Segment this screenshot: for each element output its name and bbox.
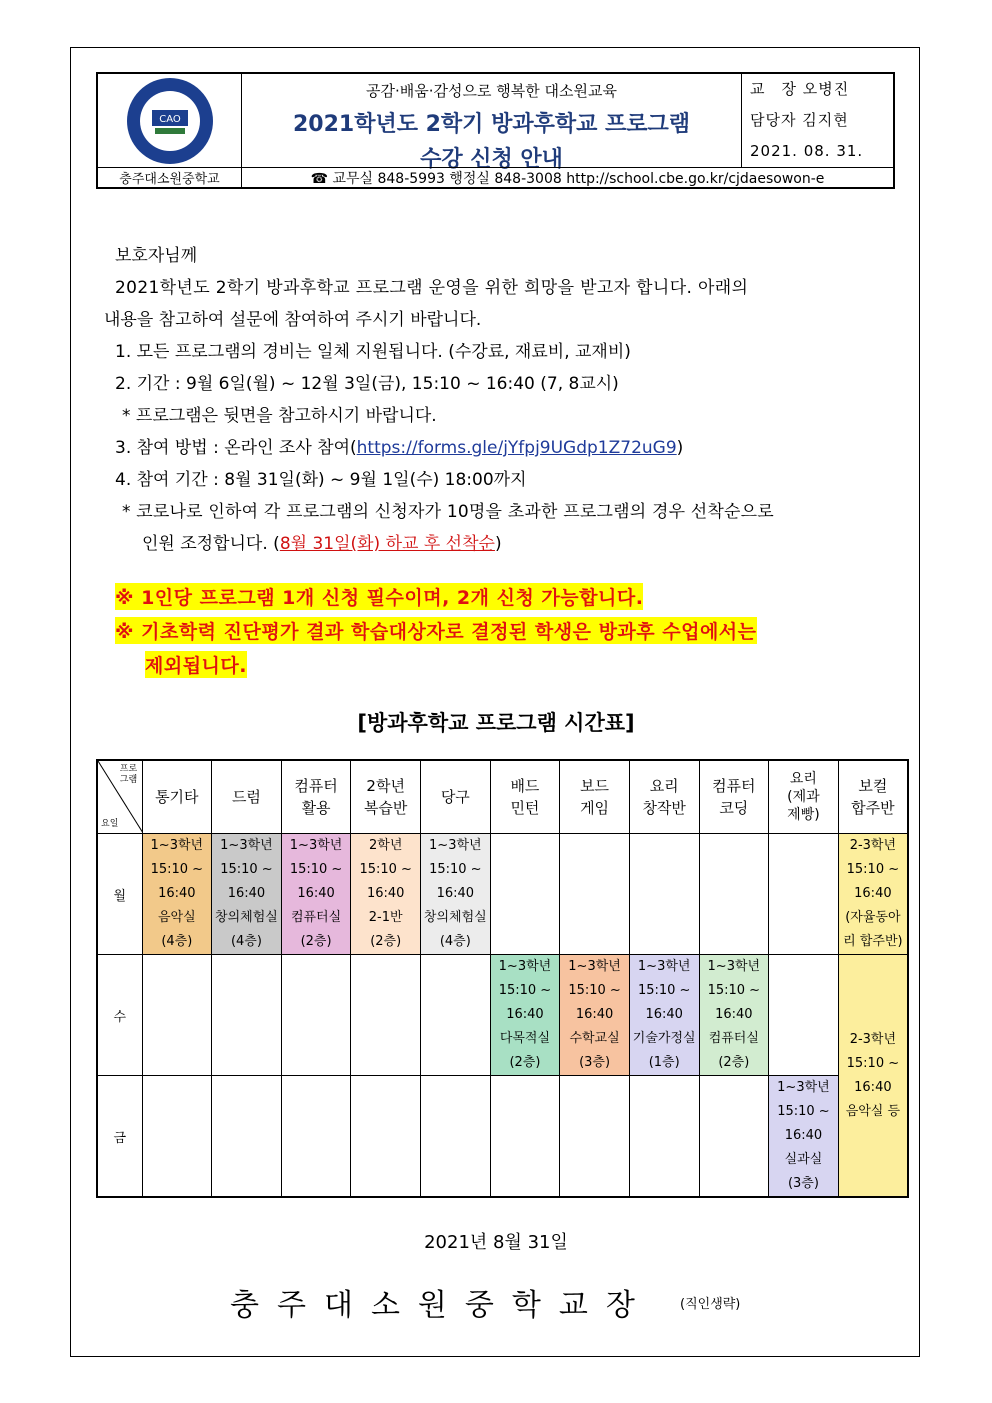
col-header-line: 요리 bbox=[789, 771, 817, 787]
empty-cell bbox=[629, 834, 699, 955]
program-cell bbox=[838, 834, 908, 955]
doc-title-line2: 수강 신청 안내 bbox=[420, 147, 563, 172]
col-header-line: 2학년 bbox=[366, 777, 405, 795]
program-line: 수학교실 bbox=[569, 1031, 620, 1046]
program-cell bbox=[838, 955, 908, 1198]
program-line: (4층) bbox=[161, 934, 193, 949]
program-line: 16:40 bbox=[715, 1007, 753, 1022]
program-line: 15:10 ~ bbox=[568, 983, 621, 998]
manager-row bbox=[742, 105, 893, 136]
header-title-area bbox=[242, 74, 742, 172]
empty-cell bbox=[699, 834, 769, 955]
empty-cell bbox=[281, 955, 351, 1076]
program-line: (3층) bbox=[787, 1176, 819, 1191]
col-header bbox=[421, 760, 491, 834]
manager-label: 담당자 bbox=[750, 111, 797, 129]
note-2-suffix: ) bbox=[494, 534, 502, 554]
footer-date: 2021년 8월 31일 bbox=[424, 1232, 568, 1253]
intro-line2: 내용을 참고하여 설문에 참여하여 주시기 바랍니다. bbox=[104, 310, 482, 330]
seal-omitted: (직인생략) bbox=[680, 1297, 741, 1312]
program-line: 15:10 ~ bbox=[220, 862, 273, 877]
program-line: 15:10 ~ bbox=[637, 983, 691, 998]
col-header-line: 코딩 bbox=[719, 799, 749, 817]
program-line: 컴퓨터실 bbox=[290, 910, 342, 925]
program-cell bbox=[212, 834, 282, 955]
col-header-line: 배드 bbox=[510, 777, 540, 795]
header-date: 2021. 08. 31. bbox=[750, 142, 864, 160]
program-line: 16:40 bbox=[854, 886, 892, 901]
program-line: 16:40 bbox=[297, 886, 335, 901]
row-wednesday bbox=[97, 955, 908, 1076]
empty-cell bbox=[560, 1076, 630, 1198]
empty-cell bbox=[351, 955, 421, 1076]
program-cell bbox=[142, 834, 212, 955]
note-2-line2 bbox=[142, 529, 502, 554]
note-2-line1: * 코로나로 인하여 각 프로그램의 신청자가 10명을 초과한 프로그램의 경우 선착순으로 bbox=[122, 502, 774, 522]
col-header-line: 제빵) bbox=[787, 807, 820, 823]
program-line: 1~3학년 bbox=[637, 959, 691, 974]
program-line: 2-3학년 bbox=[849, 1031, 897, 1047]
col-header-line: 요리 bbox=[649, 777, 679, 795]
program-line: 16:40 bbox=[575, 1007, 614, 1022]
program-line: (2층) bbox=[300, 934, 332, 949]
empty-cell bbox=[212, 1076, 282, 1198]
intro-line1: 2021학년도 2학기 방과후학교 프로그램 운영을 위한 희망을 받고자 합니다. 아래의 bbox=[115, 278, 749, 298]
day-label: 금 bbox=[97, 1076, 142, 1198]
notice-2-line1: ※ 기초학력 진단평가 결과 학습대상자로 결정된 학생은 방과후 수업에서는 bbox=[115, 617, 757, 644]
principal-name: 오병진 bbox=[802, 80, 850, 98]
empty-cell bbox=[490, 1076, 560, 1198]
program-line: (2층) bbox=[370, 934, 402, 949]
signature: 충주대소원중학교장 bbox=[230, 1288, 653, 1323]
header-box bbox=[96, 72, 895, 189]
program-line: 1~3학년 bbox=[289, 838, 343, 853]
greeting: 보호자님께 bbox=[115, 246, 198, 266]
program-line: 15:10 ~ bbox=[777, 1104, 830, 1119]
col-header bbox=[212, 760, 282, 834]
program-line: 1~3학년 bbox=[429, 838, 482, 853]
school-logo bbox=[98, 74, 242, 167]
day-label: 월 bbox=[97, 834, 142, 955]
program-cell bbox=[490, 955, 560, 1076]
program-line: 2학년 bbox=[368, 838, 403, 853]
item-3 bbox=[115, 433, 683, 458]
col-header-line: (제과 bbox=[787, 789, 820, 805]
item-3-prefix: 3. 참여 방법 : 온라인 조사 참여( bbox=[115, 438, 357, 458]
col-header-line: 당구 bbox=[440, 788, 470, 806]
program-cell bbox=[629, 955, 699, 1076]
timetable bbox=[96, 759, 909, 1198]
day-label: 수 bbox=[97, 955, 142, 1076]
program-line: 15:10 ~ bbox=[498, 983, 552, 998]
empty-cell bbox=[421, 1076, 491, 1198]
program-line: 15:10 ~ bbox=[846, 862, 900, 877]
program-line: 16:40 bbox=[784, 1128, 823, 1143]
empty-cell bbox=[351, 1076, 421, 1198]
program-line: 16:40 bbox=[854, 1079, 892, 1095]
program-line: 16:40 bbox=[436, 886, 475, 901]
survey-link[interactable]: https://forms.gle/jYfpj9UGdp1Z72uG9 bbox=[356, 438, 677, 458]
program-line: 16:40 bbox=[366, 886, 405, 901]
program-cell bbox=[421, 834, 491, 955]
empty-cell bbox=[769, 955, 839, 1076]
program-line: 기술가정실 bbox=[632, 1031, 696, 1046]
program-line: (자율동아 bbox=[845, 910, 901, 925]
empty-cell bbox=[421, 955, 491, 1076]
col-header bbox=[490, 760, 560, 834]
empty-cell bbox=[212, 955, 282, 1076]
col-header-line: 보드 bbox=[580, 777, 610, 795]
program-line: 음악실 bbox=[157, 910, 196, 925]
program-line: 1~3학년 bbox=[150, 838, 204, 853]
col-header-line: 활용 bbox=[301, 799, 331, 817]
program-line: 리 합주반) bbox=[843, 934, 903, 949]
timetable-title: [방과후학교 프로그램 시간표] bbox=[357, 711, 635, 735]
contact-info: ☎ 교무실 848-5993 행정실 848-3008 http://school.cbe.go.kr/cjdaesowon-e bbox=[310, 170, 825, 187]
program-line: 16:40 bbox=[158, 886, 196, 901]
empty-cell bbox=[629, 1076, 699, 1198]
program-line: 1~3학년 bbox=[220, 838, 273, 853]
header-bottom-row bbox=[98, 167, 893, 187]
empty-cell bbox=[490, 834, 560, 955]
program-line: 실과실 bbox=[784, 1152, 823, 1167]
principal-label: 교 장 bbox=[750, 80, 797, 98]
item-4: 4. 참여 기간 : 8월 31일(화) ~ 9월 1일(수) 18:00까지 bbox=[115, 470, 527, 490]
program-line: 창의체험실 bbox=[215, 910, 278, 925]
notice-1: ※ 1인당 프로그램 1개 신청 필수이며, 2개 신청 가능합니다. bbox=[115, 583, 643, 610]
col-header bbox=[281, 760, 351, 834]
col-header-line: 창작반 bbox=[642, 799, 686, 817]
col-header bbox=[142, 760, 212, 834]
slogan: 공감·배움·감성으로 행복한 대소원교육 bbox=[366, 82, 617, 100]
col-header bbox=[838, 760, 908, 834]
empty-cell bbox=[142, 1076, 212, 1198]
program-cell bbox=[560, 955, 630, 1076]
program-line: 15:10 ~ bbox=[846, 1055, 900, 1071]
approval-area bbox=[742, 74, 893, 167]
notice-2-line2: 제외됩니다. bbox=[145, 651, 247, 678]
program-line: 15:10 ~ bbox=[359, 862, 412, 877]
col-header-line: 컴퓨터 bbox=[712, 777, 756, 795]
doc-title-line1: 2021학년도 2학기 방과후학교 프로그램 bbox=[292, 112, 691, 137]
col-header-line: 통기타 bbox=[155, 788, 199, 806]
program-cell bbox=[351, 834, 421, 955]
item-1: 1. 모든 프로그램의 경비는 일체 지원됩니다. (수강료, 재료비, 교재비) bbox=[115, 342, 631, 362]
manager-name: 김지현 bbox=[802, 111, 849, 129]
program-cell bbox=[769, 1076, 839, 1198]
program-line: (1층) bbox=[648, 1055, 680, 1070]
program-line: (4층) bbox=[230, 934, 262, 949]
corner-header bbox=[97, 760, 142, 834]
col-header-line: 복습반 bbox=[363, 799, 408, 817]
empty-cell bbox=[560, 834, 630, 955]
program-line: (3층) bbox=[579, 1055, 611, 1070]
program-line: 음악실 등 bbox=[845, 1103, 901, 1119]
program-line: 1~3학년 bbox=[568, 959, 621, 974]
col-header-line: 게임 bbox=[580, 799, 610, 817]
program-line: 16:40 bbox=[645, 1007, 683, 1022]
row-friday bbox=[97, 1076, 908, 1198]
program-line: 창의체험실 bbox=[423, 910, 487, 925]
col-header bbox=[769, 760, 839, 834]
principal-row bbox=[742, 74, 893, 105]
col-header-line: 민턴 bbox=[510, 799, 540, 817]
program-line: 15:10 ~ bbox=[289, 862, 343, 877]
col-header bbox=[560, 760, 630, 834]
col-header bbox=[629, 760, 699, 834]
program-line: 16:40 bbox=[227, 886, 266, 901]
row-monday bbox=[97, 834, 908, 955]
program-line: (4층) bbox=[439, 934, 471, 949]
school-name: 충주대소원중학교 bbox=[98, 168, 242, 187]
col-header bbox=[351, 760, 421, 834]
svg-text:CAO: CAO bbox=[158, 113, 181, 125]
program-line: 15:10 ~ bbox=[429, 862, 482, 877]
program-line: 1~3학년 bbox=[707, 959, 761, 974]
program-cell bbox=[699, 955, 769, 1076]
corner-bottom-label: 요일 bbox=[101, 819, 119, 829]
col-header-line: 합주반 bbox=[851, 799, 895, 817]
corner-top-label: 프로그램 bbox=[119, 764, 138, 785]
first-come-notice: 8월 31일(화) 하교 후 선착순 bbox=[279, 534, 495, 554]
col-header-line: 보컬 bbox=[858, 777, 888, 795]
item-2: 2. 기간 : 9월 6일(월) ~ 12월 3일(금), 15:10 ~ 16:40 (7, 8교시) bbox=[115, 374, 619, 394]
note-2-prefix: 인원 조정합니다. ( bbox=[142, 534, 280, 554]
col-header bbox=[699, 760, 769, 834]
program-cell bbox=[281, 834, 351, 955]
program-line: 15:10 ~ bbox=[707, 983, 761, 998]
program-line: 2-1반 bbox=[368, 910, 403, 925]
program-line: 1~3학년 bbox=[498, 959, 552, 974]
empty-cell bbox=[142, 955, 212, 1076]
empty-cell bbox=[769, 834, 839, 955]
note-1: * 프로그램은 뒷면을 참고하시기 바랍니다. bbox=[122, 406, 437, 426]
empty-cell bbox=[699, 1076, 769, 1198]
item-3-suffix: ) bbox=[676, 438, 684, 458]
program-line: 15:10 ~ bbox=[150, 862, 204, 877]
empty-cell bbox=[281, 1076, 351, 1198]
col-header-line: 컴퓨터 bbox=[294, 777, 338, 795]
program-line: (2층) bbox=[509, 1055, 541, 1070]
program-line: 16:40 bbox=[506, 1007, 544, 1022]
program-line: (2층) bbox=[718, 1055, 750, 1070]
program-line: 1~3학년 bbox=[777, 1080, 830, 1095]
program-line: 2-3학년 bbox=[849, 838, 897, 853]
col-header-line: 드럼 bbox=[231, 788, 261, 806]
program-line: 다목적실 bbox=[499, 1031, 551, 1046]
program-line: 컴퓨터실 bbox=[708, 1031, 759, 1046]
